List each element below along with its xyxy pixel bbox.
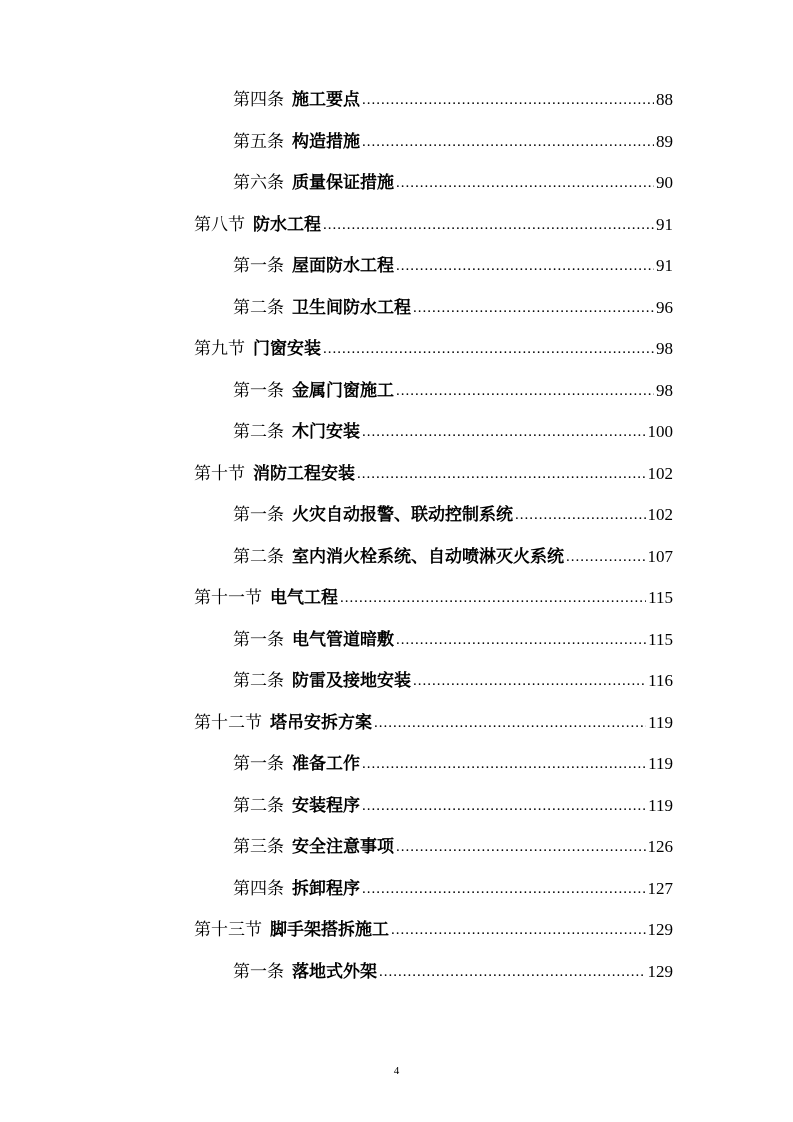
toc-entry-page: 100 xyxy=(647,422,673,441)
toc-leader-dots xyxy=(396,172,654,194)
toc-leader-dots xyxy=(323,338,654,360)
toc-leader-dots xyxy=(323,214,654,236)
toc-entry-title: 卫生间防水工程 xyxy=(292,297,411,318)
toc-entry-page: 115 xyxy=(648,629,673,649)
toc-entry[interactable] xyxy=(0,712,793,754)
toc-leader-dots xyxy=(362,795,646,817)
toc-leader-dots xyxy=(362,421,646,443)
toc-entry[interactable] xyxy=(0,297,793,339)
toc-entry-title: 防雷及接地安装 xyxy=(292,671,411,691)
toc-entry-title: 电气工程 xyxy=(270,588,338,608)
toc-leader-dots xyxy=(374,712,646,734)
toc-entry-title: 安装程序 xyxy=(292,795,360,816)
toc-entry-number: 第三条 xyxy=(233,837,284,857)
toc-entry-number: 第二条 xyxy=(233,297,284,318)
toc-leader-dots xyxy=(340,587,646,609)
toc-entry-number: 第一条 xyxy=(233,256,284,276)
toc-entry-number: 第一条 xyxy=(233,961,284,982)
toc-leader-dots xyxy=(379,961,646,983)
page-number: 4 xyxy=(393,1065,400,1077)
toc-entry-page: 129 xyxy=(647,920,673,939)
toc-leader-dots xyxy=(396,380,654,402)
toc-entry-title: 脚手架搭拆施工 xyxy=(270,920,389,940)
toc-entry[interactable] xyxy=(0,338,793,380)
toc-leader-dots xyxy=(396,836,646,858)
toc-entry-page: 102 xyxy=(647,463,673,483)
toc-entry-page: 127 xyxy=(647,878,673,898)
toc-entry-page: 89 xyxy=(656,131,673,151)
toc-entry-number: 第二条 xyxy=(233,795,284,816)
toc-entry[interactable] xyxy=(0,878,793,920)
toc-entry-page: 119 xyxy=(648,754,673,773)
toc-entry-number: 第十三节 xyxy=(194,920,262,940)
toc-entry[interactable] xyxy=(0,629,793,671)
toc-entry-page: 116 xyxy=(648,671,673,690)
toc-entry-number: 第六条 xyxy=(233,173,284,193)
toc-entry-page: 96 xyxy=(656,297,673,317)
toc-entry[interactable] xyxy=(0,89,793,131)
toc-entry[interactable] xyxy=(0,753,793,795)
toc-entry-title: 门窗安装 xyxy=(253,339,321,359)
toc-entry-page: 91 xyxy=(656,256,673,275)
toc-leader-dots xyxy=(413,297,654,319)
toc-entry-title: 木门安装 xyxy=(292,422,360,442)
toc-entry-title: 塔吊安拆方案 xyxy=(270,712,372,733)
toc-entry-title: 安全注意事项 xyxy=(292,837,394,857)
toc-entry-title: 准备工作 xyxy=(292,754,360,774)
toc-entry-page: 107 xyxy=(647,546,673,566)
toc-entry-number: 第四条 xyxy=(233,90,284,110)
toc-leader-dots xyxy=(357,463,646,485)
toc-entry[interactable] xyxy=(0,919,793,961)
toc-entry-number: 第二条 xyxy=(233,422,284,442)
table-of-contents xyxy=(0,89,793,1002)
toc-leader-dots xyxy=(396,255,654,277)
toc-entry[interactable] xyxy=(0,795,793,837)
toc-entry-number: 第二条 xyxy=(233,546,284,567)
toc-leader-dots xyxy=(362,131,654,153)
toc-entry-number: 第十一节 xyxy=(194,588,262,608)
toc-entry-title: 室内消火栓系统、自动喷淋灭火系统 xyxy=(292,546,564,567)
toc-entry-page: 115 xyxy=(648,588,673,607)
toc-leader-dots xyxy=(362,878,646,900)
toc-leader-dots xyxy=(362,753,646,775)
toc-entry-title: 拆卸程序 xyxy=(292,878,360,899)
toc-entry-number: 第一条 xyxy=(233,754,284,774)
toc-entry-title: 构造措施 xyxy=(292,131,360,152)
toc-entry[interactable] xyxy=(0,255,793,297)
toc-entry-number: 第一条 xyxy=(233,380,284,401)
toc-entry-title: 施工要点 xyxy=(292,90,360,110)
toc-entry-page: 129 xyxy=(647,961,673,981)
toc-entry-page: 98 xyxy=(656,380,673,400)
toc-entry[interactable] xyxy=(0,587,793,629)
toc-leader-dots xyxy=(413,670,646,692)
toc-entry[interactable] xyxy=(0,421,793,463)
toc-entry-number: 第十节 xyxy=(194,463,245,484)
toc-entry-title: 火灾自动报警、联动控制系统 xyxy=(292,505,513,525)
toc-entry-title: 金属门窗施工 xyxy=(292,380,394,401)
toc-entry-number: 第九节 xyxy=(194,339,245,359)
toc-leader-dots xyxy=(396,629,646,651)
toc-entry-title: 电气管道暗敷 xyxy=(292,629,394,650)
toc-leader-dots xyxy=(391,919,646,941)
toc-entry-page: 119 xyxy=(648,795,673,815)
toc-entry-page: 88 xyxy=(656,90,673,109)
toc-leader-dots xyxy=(362,89,654,111)
toc-entry[interactable] xyxy=(0,463,793,505)
toc-entry-number: 第四条 xyxy=(233,878,284,899)
toc-entry[interactable] xyxy=(0,380,793,422)
toc-entry-number: 第二条 xyxy=(233,671,284,691)
toc-entry-title: 屋面防水工程 xyxy=(292,256,394,276)
toc-entry[interactable] xyxy=(0,131,793,173)
toc-entry[interactable] xyxy=(0,214,793,256)
toc-entry[interactable] xyxy=(0,172,793,214)
toc-entry[interactable] xyxy=(0,504,793,546)
toc-entry-number: 第十二节 xyxy=(194,712,262,733)
toc-entry-page: 90 xyxy=(656,173,673,192)
toc-entry-page: 126 xyxy=(647,837,673,856)
toc-entry-page: 98 xyxy=(656,339,673,358)
toc-entry[interactable] xyxy=(0,961,793,1003)
toc-entry-page: 91 xyxy=(656,214,673,234)
toc-entry-page: 102 xyxy=(647,505,673,524)
toc-entry-title: 落地式外架 xyxy=(292,961,377,982)
toc-entry-number: 第八节 xyxy=(194,214,245,235)
toc-entry[interactable] xyxy=(0,546,793,588)
toc-entry-title: 消防工程安装 xyxy=(253,463,355,484)
toc-entry-number: 第一条 xyxy=(233,629,284,650)
toc-entry-number: 第一条 xyxy=(233,505,284,525)
toc-entry-number: 第五条 xyxy=(233,131,284,152)
toc-entry-title: 防水工程 xyxy=(253,214,321,235)
toc-entry-title: 质量保证措施 xyxy=(292,173,394,193)
toc-leader-dots xyxy=(566,546,646,568)
toc-entry[interactable] xyxy=(0,836,793,878)
toc-entry-page: 119 xyxy=(648,712,673,732)
toc-leader-dots xyxy=(515,504,646,526)
toc-entry[interactable] xyxy=(0,670,793,712)
